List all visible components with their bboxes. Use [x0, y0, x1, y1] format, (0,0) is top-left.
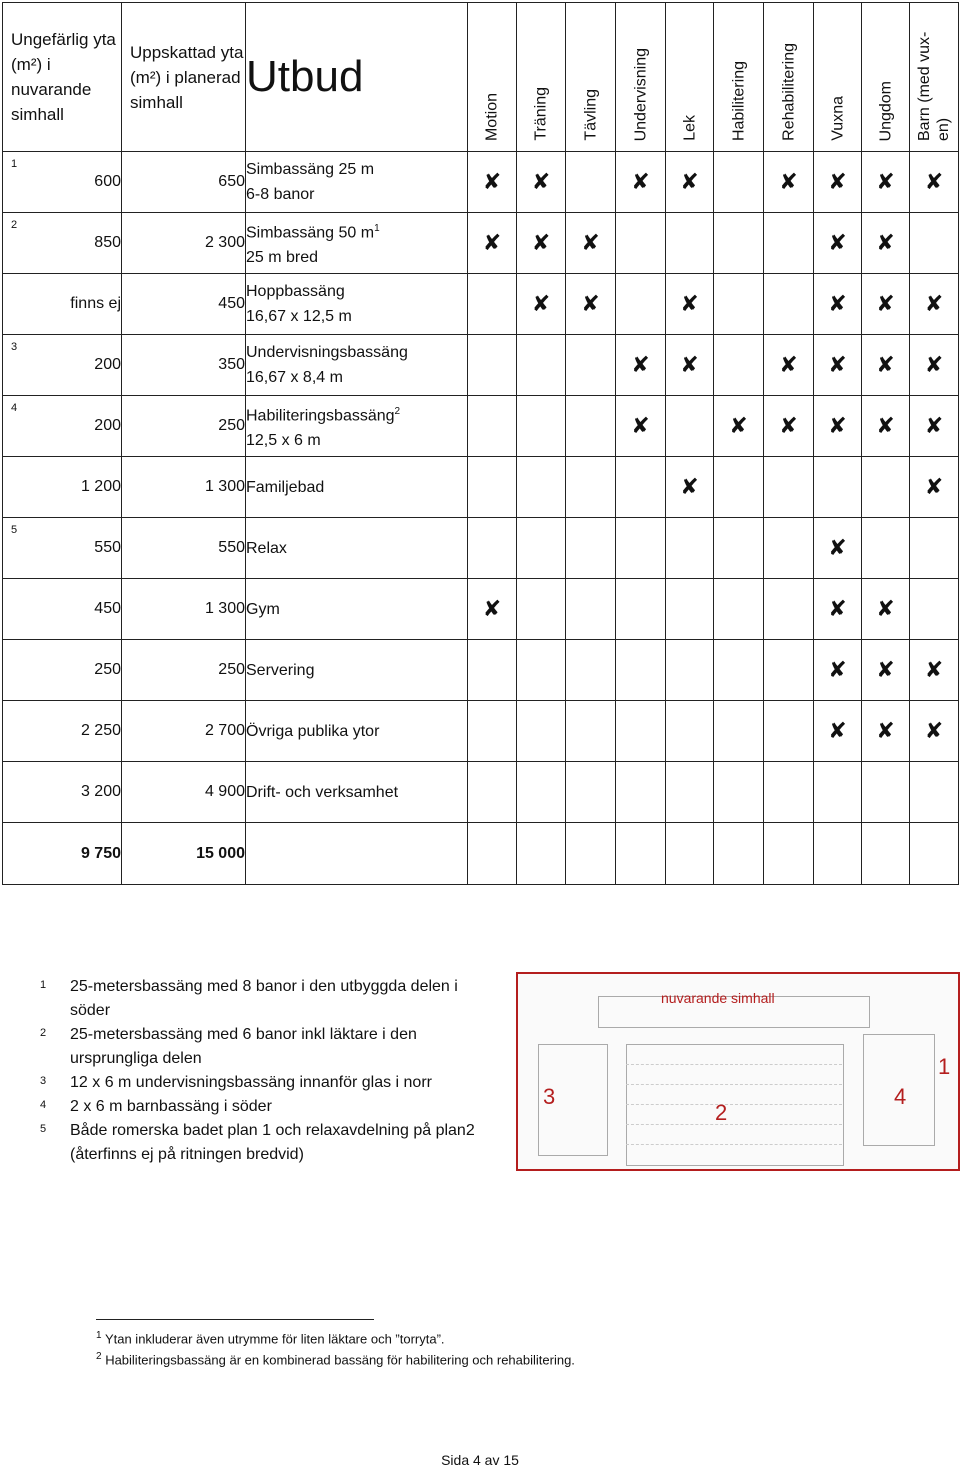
category-mark-cell [764, 762, 814, 823]
note-item [40, 975, 500, 1023]
category-mark-cell [616, 457, 666, 518]
category-mark-cell [714, 274, 764, 335]
note-number: 4 [40, 1099, 47, 1111]
header-title: Utbud [246, 3, 468, 152]
category-mark-cell [666, 213, 714, 274]
offer-name: Simbassäng 50 $m^1$ [246, 222, 380, 242]
category-mark-cell [814, 518, 862, 579]
header-cat-motion: Motion [468, 3, 517, 152]
category-mark-cell [616, 640, 666, 701]
category-mark-cell [468, 762, 517, 823]
category-mark-cell [814, 152, 862, 213]
category-mark-cell [666, 518, 714, 579]
category-mark-cell [517, 152, 566, 213]
offer-name: Servering [246, 661, 315, 679]
current-area-value: 250 [94, 661, 121, 678]
cross-mark-icon: ✘ [729, 413, 748, 438]
category-mark-cell [517, 274, 566, 335]
cross-mark-icon: ✘ [531, 169, 551, 194]
category-mark-cell [566, 396, 616, 457]
cross-mark-icon: ✘ [531, 291, 551, 316]
category-mark-cell [862, 762, 910, 823]
empty-cell [666, 823, 714, 885]
offer-description [246, 396, 468, 457]
category-mark-cell [616, 335, 666, 396]
category-mark-cell [862, 579, 910, 640]
category-mark-cell [862, 640, 910, 701]
current-area-value: 600 [94, 173, 121, 190]
table-row [3, 640, 959, 701]
note-text: 25-metersbassäng med 8 banor i den utbyggda delen i söder [70, 978, 458, 1019]
table-row [3, 579, 959, 640]
note-number: 2 [40, 1027, 47, 1039]
offer-name: Simbassäng 25 m [246, 161, 375, 178]
cross-mark-icon: ✘ [828, 169, 847, 194]
footnote-1: $^1$ Ytan inkluderar även utrymme för liten läktare och ”torryta”. [96, 1330, 445, 1347]
cross-mark-icon: ✘ [876, 352, 895, 377]
note-item [40, 1071, 500, 1095]
total-planned: 15 000 [122, 823, 246, 885]
cross-mark-icon: ✘ [924, 474, 944, 499]
cross-mark-icon: ✘ [680, 169, 699, 194]
cross-mark-icon: ✘ [631, 352, 650, 377]
offer-name: Hoppbassäng [246, 283, 345, 300]
category-mark-cell [764, 213, 814, 274]
category-mark-cell [566, 518, 616, 579]
offer-description [246, 457, 468, 518]
category-mark-cell [616, 213, 666, 274]
category-mark-cell [814, 579, 862, 640]
offer-detail: 12,5 x 6 m [246, 432, 321, 450]
table-row [3, 518, 959, 579]
planned-area-cell: 650 [122, 152, 246, 213]
cross-mark-icon: ✘ [482, 169, 502, 194]
cross-mark-icon: ✘ [779, 352, 798, 377]
cross-mark-icon: ✘ [482, 230, 502, 255]
offer-name: Habiliteringsbassäng$^2$ [246, 405, 401, 425]
category-mark-cell [764, 152, 814, 213]
plan-pool-shape [626, 1044, 844, 1166]
table-row [3, 274, 959, 335]
category-mark-cell [814, 640, 862, 701]
note-text: Både romerska badet plan 1 och relaxavdelning på plan2 (återfinns ej på ritningen bredvid) [70, 1122, 475, 1163]
category-mark-cell [468, 335, 517, 396]
category-mark-cell [616, 518, 666, 579]
empty-cell [616, 823, 666, 885]
cross-mark-icon: ✘ [876, 657, 895, 682]
cross-mark-icon: ✘ [779, 413, 798, 438]
note-number: 1 [40, 979, 47, 991]
empty-cell [566, 823, 616, 885]
category-mark-cell [517, 762, 566, 823]
category-mark-cell [862, 701, 910, 762]
current-area-cell [3, 457, 122, 518]
plan-label-2: 2 [715, 1100, 728, 1125]
category-mark-cell [468, 213, 517, 274]
footnote-separator [96, 1319, 374, 1320]
cross-mark-icon: ✘ [876, 718, 895, 743]
category-mark-cell [566, 152, 616, 213]
plan-lane [626, 1084, 842, 1085]
plan-lane [626, 1144, 842, 1145]
table-row [3, 152, 959, 213]
planned-area-cell: 2 300 [122, 213, 246, 274]
cross-mark-icon: ✘ [876, 169, 895, 194]
category-mark-cell [714, 762, 764, 823]
offer-description [246, 274, 468, 335]
cross-mark-icon: ✘ [828, 718, 847, 743]
category-mark-cell [764, 457, 814, 518]
header-cat-traning: Träning [517, 3, 566, 152]
category-mark-cell [910, 762, 959, 823]
category-mark-cell [814, 213, 862, 274]
category-mark-cell [714, 396, 764, 457]
footnote-2: $^2$ Habiliteringsbassäng är en kombinerad bassäng för habilitering och rehabilitering. [96, 1351, 575, 1368]
category-mark-cell [910, 518, 959, 579]
category-mark-cell [566, 579, 616, 640]
cross-mark-icon: ✘ [876, 230, 895, 255]
header-cat-rehabilitering: Rehabilitering [764, 3, 814, 152]
cross-mark-icon: ✘ [482, 596, 502, 621]
plan-label-4: 4 [894, 1084, 907, 1109]
cell-superscript: 5 [11, 524, 18, 536]
table-row [3, 457, 959, 518]
page-number: Sida 4 av 15 [441, 1452, 519, 1468]
cross-mark-icon: ✘ [924, 291, 944, 316]
category-mark-cell [468, 640, 517, 701]
category-mark-cell [910, 579, 959, 640]
cross-mark-icon: ✘ [779, 169, 798, 194]
note-number: 5 [40, 1123, 47, 1135]
category-mark-cell [910, 640, 959, 701]
header-cat-habilitering: Habilitering [714, 3, 764, 152]
category-mark-cell [666, 701, 714, 762]
header-cat-undervisning: Undervisning [616, 3, 666, 152]
category-mark-cell [566, 213, 616, 274]
pool-notes [40, 975, 500, 1167]
category-mark-cell [566, 701, 616, 762]
category-mark-cell [714, 457, 764, 518]
cross-mark-icon: ✘ [876, 291, 895, 316]
category-mark-cell [517, 335, 566, 396]
category-mark-cell [910, 213, 959, 274]
plan-label-3: 3 [543, 1084, 556, 1109]
category-mark-cell [764, 274, 814, 335]
category-mark-cell [714, 701, 764, 762]
category-mark-cell [666, 152, 714, 213]
category-mark-cell [862, 335, 910, 396]
cross-mark-icon: ✘ [828, 535, 847, 560]
current-area-cell [3, 579, 122, 640]
category-mark-cell [666, 640, 714, 701]
cross-mark-icon: ✘ [876, 596, 895, 621]
planned-area-cell: 1 300 [122, 457, 246, 518]
cross-mark-icon: ✘ [680, 352, 699, 377]
desc-superscript: 2 [394, 405, 401, 417]
offer-detail: 16,67 x 12,5 m [246, 308, 352, 325]
category-mark-cell [566, 640, 616, 701]
category-mark-cell [666, 579, 714, 640]
planned-area-cell: 4 900 [122, 762, 246, 823]
category-mark-cell [814, 396, 862, 457]
current-area-cell [3, 213, 122, 274]
plan-lane [626, 1104, 842, 1105]
category-mark-cell [566, 762, 616, 823]
category-mark-cell [666, 457, 714, 518]
category-mark-cell [910, 701, 959, 762]
current-area-cell [3, 152, 122, 213]
cross-mark-icon: ✘ [531, 230, 551, 255]
current-area-value: 1 200 [80, 478, 121, 495]
category-mark-cell [862, 457, 910, 518]
offer-table [2, 2, 959, 885]
current-area-value: 200 [94, 356, 121, 373]
plan-lane [626, 1064, 842, 1065]
category-mark-cell [517, 396, 566, 457]
table-row [3, 762, 959, 823]
category-mark-cell [616, 762, 666, 823]
category-mark-cell [517, 518, 566, 579]
current-area-value: 2 250 [80, 722, 121, 739]
cross-mark-icon: ✘ [828, 657, 847, 682]
table-row [3, 701, 959, 762]
category-mark-cell [764, 396, 814, 457]
category-mark-cell [468, 457, 517, 518]
header-cat-ungdom: Ungdom [862, 3, 910, 152]
offer-detail: 25 m bred [246, 249, 319, 267]
offer-name: Drift- och verksamhet [246, 783, 399, 801]
empty-cell [910, 823, 959, 885]
cross-mark-icon: ✘ [924, 718, 944, 743]
category-mark-cell [910, 152, 959, 213]
planned-area-cell: 450 [122, 274, 246, 335]
cross-mark-icon: ✘ [581, 291, 600, 316]
cell-superscript: 4 [11, 402, 18, 414]
category-mark-cell [862, 213, 910, 274]
category-mark-cell [666, 762, 714, 823]
category-mark-cell [764, 640, 814, 701]
category-mark-cell [616, 274, 666, 335]
empty-cell [468, 823, 517, 885]
offer-name: Undervisningsbassäng [246, 344, 408, 361]
cross-mark-icon: ✘ [631, 169, 650, 194]
category-mark-cell [468, 274, 517, 335]
category-mark-cell [517, 213, 566, 274]
current-area-value: 450 [94, 600, 121, 617]
current-area-cell [3, 396, 122, 457]
offer-description [246, 579, 468, 640]
empty-cell [814, 823, 862, 885]
cross-mark-icon: ✘ [924, 413, 944, 438]
current-area-value: 550 [94, 539, 121, 556]
category-mark-cell [862, 396, 910, 457]
category-mark-cell [566, 274, 616, 335]
category-mark-cell [764, 701, 814, 762]
cell-superscript: 3 [11, 341, 18, 353]
current-area-value: 850 [94, 234, 121, 251]
cell-superscript: 2 [11, 219, 18, 231]
category-mark-cell [714, 335, 764, 396]
planned-area-cell: 1 300 [122, 579, 246, 640]
category-mark-cell [910, 335, 959, 396]
planned-area-cell: 250 [122, 396, 246, 457]
current-area-value: 200 [94, 417, 121, 434]
category-mark-cell [468, 152, 517, 213]
category-mark-cell [714, 640, 764, 701]
cross-mark-icon: ✘ [680, 474, 699, 499]
category-mark-cell [517, 701, 566, 762]
cross-mark-icon: ✘ [924, 169, 944, 194]
offer-description [246, 518, 468, 579]
category-mark-cell [468, 396, 517, 457]
category-mark-cell [764, 518, 814, 579]
category-mark-cell [517, 640, 566, 701]
cross-mark-icon: ✘ [924, 657, 944, 682]
category-mark-cell [666, 335, 714, 396]
offer-description [246, 152, 468, 213]
category-mark-cell [910, 457, 959, 518]
offer-description [246, 762, 468, 823]
empty-cell [517, 823, 566, 885]
current-area-cell [3, 640, 122, 701]
category-mark-cell [468, 579, 517, 640]
header-current-area: Ungefärlig yta (m²) i nuvarande simhall [3, 3, 122, 152]
category-mark-cell [517, 579, 566, 640]
category-mark-cell [764, 335, 814, 396]
current-area-value: finns ej [70, 295, 121, 312]
planned-area-cell: 550 [122, 518, 246, 579]
desc-superscript: 1 [374, 222, 380, 234]
category-mark-cell [616, 152, 666, 213]
cross-mark-icon: ✘ [828, 291, 847, 316]
table-row [3, 335, 959, 396]
offer-name: Övriga publika ytor [246, 722, 380, 740]
category-mark-cell [862, 518, 910, 579]
header-cat-barn: Barn (med vux-en) [910, 3, 959, 152]
offer-detail: 16,67 x 8,4 m [246, 369, 343, 386]
current-area-cell [3, 335, 122, 396]
empty-cell [862, 823, 910, 885]
category-mark-cell [468, 518, 517, 579]
category-mark-cell [862, 274, 910, 335]
table-row [3, 396, 959, 457]
planned-area-cell: 250 [122, 640, 246, 701]
note-number: 3 [40, 1075, 47, 1087]
cross-mark-icon: ✘ [828, 230, 847, 255]
empty-cell [714, 823, 764, 885]
empty-cell [246, 823, 468, 885]
category-mark-cell [814, 335, 862, 396]
cross-mark-icon: ✘ [631, 413, 650, 438]
offer-description [246, 701, 468, 762]
category-mark-cell [714, 518, 764, 579]
offer-description [246, 213, 468, 274]
header-planned-area: Uppskattad yta (m²) i planerad simhall [122, 3, 246, 152]
empty-cell [764, 823, 814, 885]
cross-mark-icon: ✘ [581, 230, 600, 255]
category-mark-cell [764, 579, 814, 640]
planned-area-cell: 2 700 [122, 701, 246, 762]
plan-label-1: 1 [938, 1054, 951, 1079]
current-area-cell [3, 762, 122, 823]
header-cat-tavling: Tävling [566, 3, 616, 152]
note-text: 12 x 6 m undervisningsbassäng innanför glas i norr [70, 1074, 432, 1091]
cell-superscript: 1 [11, 158, 18, 170]
note-text: 2 x 6 m barnbassäng i söder [70, 1098, 272, 1115]
offer-description [246, 335, 468, 396]
category-mark-cell [910, 396, 959, 457]
planned-area-cell: 350 [122, 335, 246, 396]
category-mark-cell [814, 274, 862, 335]
offer-name: Relax [246, 539, 287, 557]
current-area-cell [3, 701, 122, 762]
totals-row [3, 823, 959, 885]
cross-mark-icon: ✘ [680, 291, 699, 316]
category-mark-cell [616, 396, 666, 457]
category-mark-cell [714, 152, 764, 213]
category-mark-cell [566, 335, 616, 396]
header-cat-lek: Lek [666, 3, 714, 152]
cross-mark-icon: ✘ [828, 413, 847, 438]
table-row [3, 213, 959, 274]
total-current: 9 750 [3, 823, 122, 885]
category-mark-cell [714, 579, 764, 640]
current-area-cell [3, 274, 122, 335]
category-mark-cell [814, 762, 862, 823]
plan-caption: nuvarande simhall [661, 990, 775, 1006]
header-cat-vuxna: Vuxna [814, 3, 862, 152]
note-item [40, 1023, 500, 1071]
category-mark-cell [666, 274, 714, 335]
category-mark-cell [814, 701, 862, 762]
note-item [40, 1119, 500, 1167]
floor-plan-image [516, 972, 960, 1171]
category-mark-cell [714, 213, 764, 274]
current-area-value: 3 200 [80, 783, 121, 800]
offer-detail: 6-8 banor [246, 186, 315, 203]
cross-mark-icon: ✘ [828, 596, 847, 621]
offer-name: Gym [246, 600, 280, 618]
category-mark-cell [616, 701, 666, 762]
cross-mark-icon: ✘ [924, 352, 944, 377]
category-mark-cell [468, 701, 517, 762]
offer-description [246, 640, 468, 701]
category-mark-cell [517, 457, 566, 518]
offer-name: Familjebad [246, 478, 325, 496]
category-mark-cell [862, 152, 910, 213]
category-mark-cell [814, 457, 862, 518]
note-item [40, 1095, 500, 1119]
cross-mark-icon: ✘ [828, 352, 847, 377]
plan-lane [626, 1124, 842, 1125]
cross-mark-icon: ✘ [876, 413, 895, 438]
category-mark-cell [566, 457, 616, 518]
current-area-cell [3, 518, 122, 579]
category-mark-cell [910, 274, 959, 335]
note-text: 25-metersbassäng med 6 banor inkl läktare i den ursprungliga delen [70, 1026, 417, 1067]
category-mark-cell [616, 579, 666, 640]
category-mark-cell [666, 396, 714, 457]
